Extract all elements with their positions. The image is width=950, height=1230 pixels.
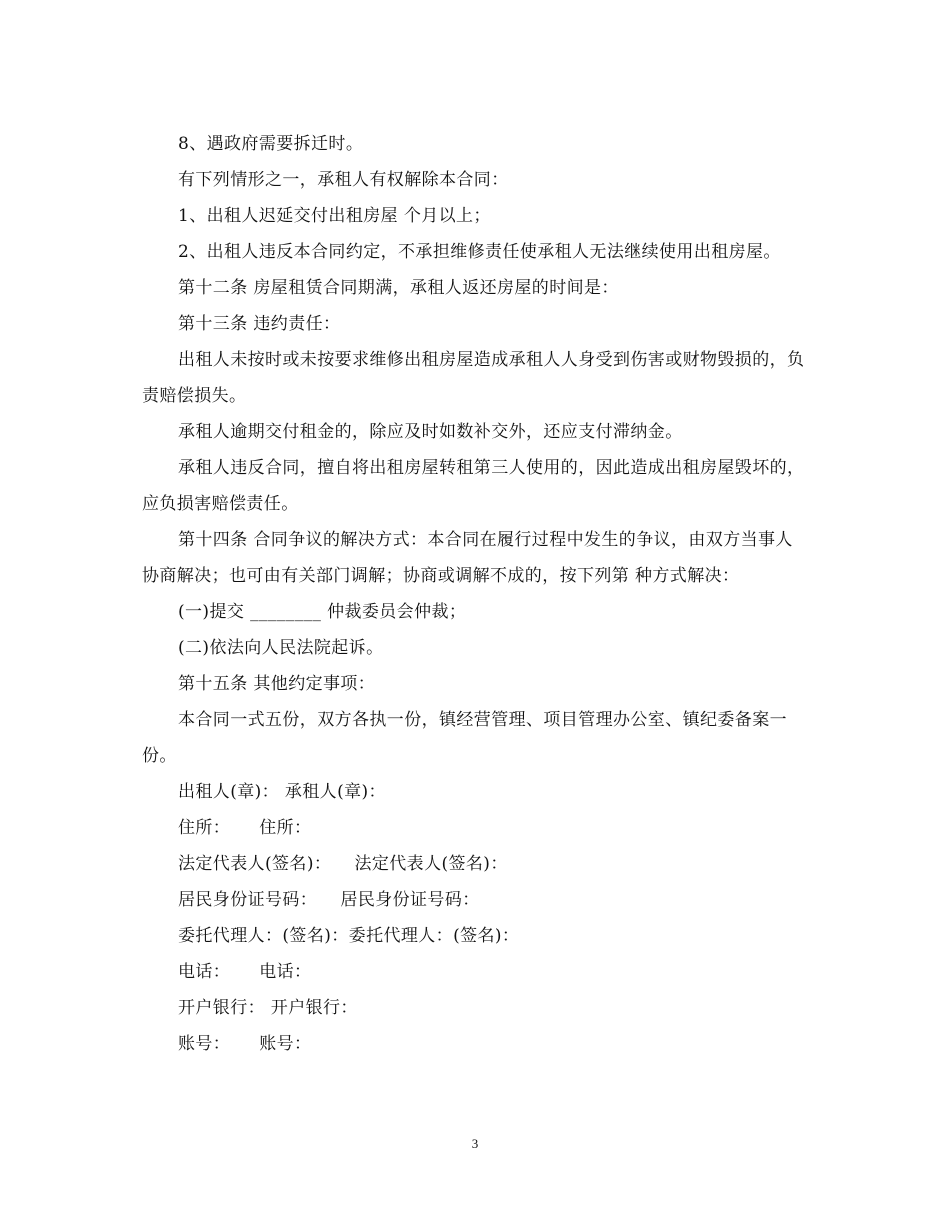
document-body <box>142 126 807 1062</box>
paragraph: 承租人违反合同，擅自将出租房屋转租第三人使用的，因此造成出租房屋毁坏的，应负损害赔偿责任。 <box>142 458 805 514</box>
clause-heading: 第十三条 违约责任： <box>178 314 341 334</box>
paragraph: 出租人未按时或未按要求维修出租房屋造成承租人人身受到伤害或财物毁损的，负责赔偿损失。 <box>142 350 805 406</box>
paragraph: 2、出租人违反本合同约定，不承担维修责任使承租人无法继续使用出租房屋。 <box>178 242 781 262</box>
signature-line: 居民身份证号码： 居民身份证号码： <box>178 890 480 910</box>
signature-line: 出租人(章)： 承租人(章)： <box>178 782 386 802</box>
signature-line: 法定代表人(签名)： 法定代表人(签名)： <box>178 854 508 874</box>
signature-line: 电话： 电话： <box>178 962 312 982</box>
paragraph: 承租人逾期交付租金的，除应及时如数补交外，还应支付滞纳金。 <box>178 422 683 442</box>
paragraph: 有下列情形之一，承租人有权解除本合同： <box>178 170 509 190</box>
paragraph: (二)依法向人民法院起诉。 <box>178 638 384 658</box>
paragraph: 本合同一式五份，双方各执一份，镇经营管理、项目管理办公室、镇纪委备案一份。 <box>142 710 787 766</box>
paragraph: (一)提交 ________ 仲裁委员会仲裁； <box>178 602 467 622</box>
paragraph: 1、出租人迟延交付出租房屋 个月以上； <box>178 206 491 226</box>
paragraph: 8、遇政府需要拆迁时。 <box>178 134 364 154</box>
clause-heading: 第十四条 合同争议的解决方式：本合同在履行过程中发生的争议，由双方当事人协商解决；也可由有关部门调解；协商或调解不成的，按下列第 种方式解决： <box>142 530 793 586</box>
signature-line: 住所： 住所： <box>178 818 312 838</box>
signature-line: 账号： 账号： <box>178 1034 312 1054</box>
signature-line: 委托代理人：(签名)：委托代理人：(签名)： <box>178 926 520 946</box>
signature-line: 开户银行： 开户银行： <box>178 998 358 1018</box>
clause-heading: 第十五条 其他约定事项： <box>178 674 376 694</box>
page-number: 3 <box>471 1136 479 1151</box>
clause-heading: 第十二条 房屋租赁合同期满，承租人返还房屋的时间是： <box>178 278 619 298</box>
